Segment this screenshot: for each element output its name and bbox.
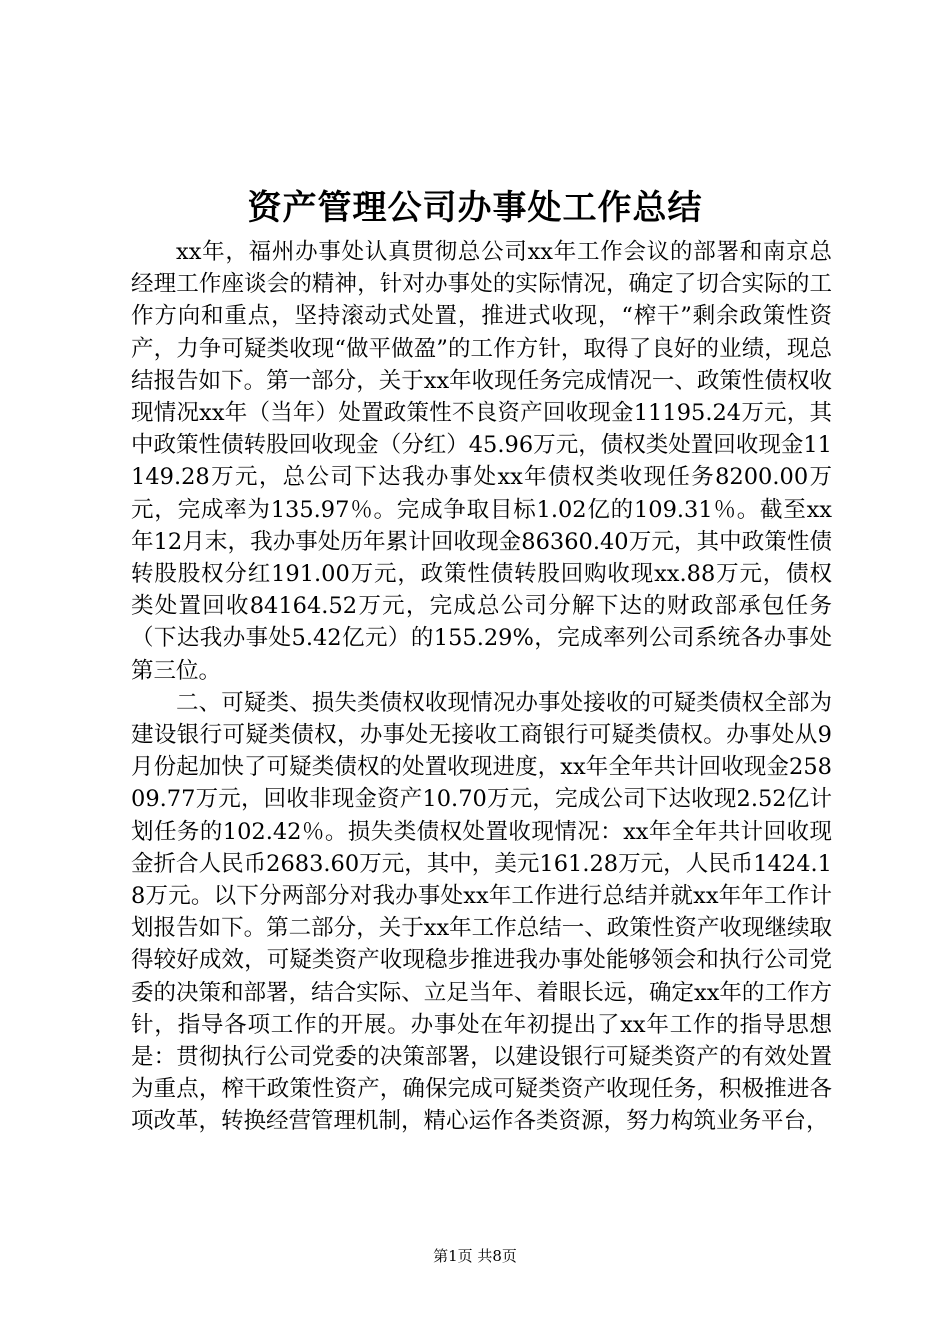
paragraph-1: xx年，福州办事处认真贯彻总公司xx年工作会议的部署和南京总经理工作座谈会的精神，针对办事处的实际情况，确定了切合实际的工作方向和重点，坚持滚动式处置，推进式收现，“榨干”剩余政策性资产，力争可疑类收现“做平做盈”的工作方针，取得了良好的业绩，现总结报告如下。第一部分，关于xx年收现任务完成情况一、政策性债权收现情况xx年（当年）处置政策性不良资产回收现金11195.24万元，其中政策性债转股回收现金（分红）45.96万元，债权类处置回收现金11149.28万元，总公司下达我办事处xx年债权类收现任务8200.00万元，完成率为135.97％。完成争取目标1.02亿的109.31％。截至xx年12月末，我办事处历年累计回收现金86360.40万元，其中政策性债转股股权分红191.00万元，政策性债转股回购收现xx.88万元，债权类处置回收84164.52万元，完成总公司分解下达的财政部承包任务（下达我办事处5.42亿元）的155.29%，完成率列公司系统各办事处第三位。 xyxy=(131,239,832,684)
document-body xyxy=(131,236,832,1138)
document-title: 资产管理公司办事处工作总结 xyxy=(247,188,703,228)
paragraph-2: 二、可疑类、损失类债权收现情况办事处接收的可疑类债权全部为建设银行可疑类债权，办事处无接收工商银行可疑类债权。办事处从9月份起加快了可疑类债权的处置收现进度，xx年全年共计回收现金25809.77万元，回收非现金资产10.70万元，完成公司下达收现2.52亿计划任务的102.42％。损失类债权处置收现情况：xx年全年共计回收现金折合人民币2683.60万元，其中，美元161.28万元，人民币1424.18万元。以下分两部分对我办事处xx年工作进行总结并就xx年年工作计划报告如下。第二部分，关于xx年工作总结一、政策性资产收现继续取得较好成效，可疑类资产收现稳步推进我办事处能够领会和执行公司党委的决策和部署，结合实际、立足当年、着眼长远，确定xx年的工作方针，指导各项工作的开展。办事处在年初提出了xx年工作的指导思想是：贯彻执行公司党委的决策部署，以建设银行可疑类资产的有效处置为重点，榨干政策性资产，确保完成可疑类资产收现任务，积极推进各项改革，转换经营管理机制，精心运作各类资源，努力构筑业务平台， xyxy=(131,689,832,1135)
page-footer: 第1页 共8页 xyxy=(433,1247,517,1265)
